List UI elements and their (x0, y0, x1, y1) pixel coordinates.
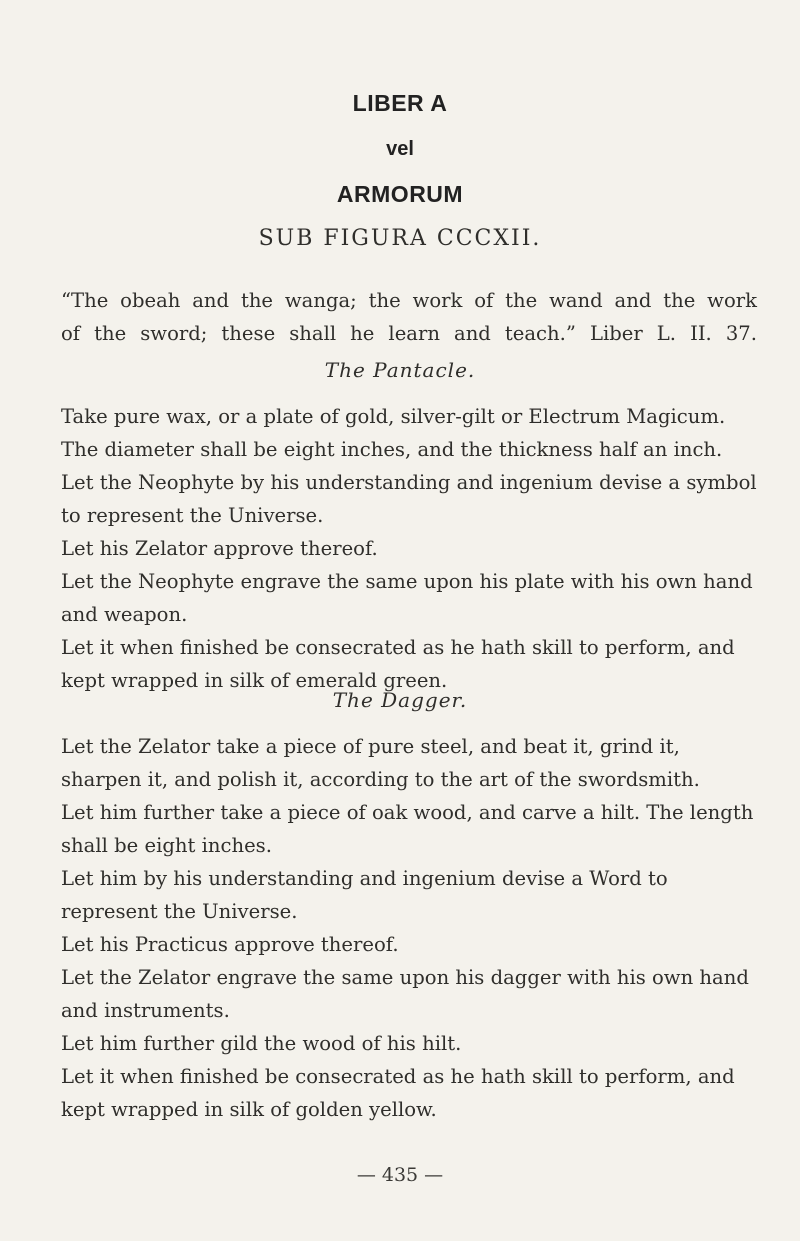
quote-line: “The obeah and the wanga; the work of the wand and the work (61, 289, 757, 312)
paragraph: Let him by his understanding and ingenium devise a Word to represent the Universe. (61, 867, 668, 923)
page-title: LIBER A (352, 90, 448, 116)
paragraph: Let the Zelator take a piece of pure steel, and beat it, grind it, sharpen it, and polish it, according to the art of the swordsmith. (61, 735, 700, 791)
title-connector: vel (386, 138, 414, 160)
quote-line: of the sword; these shall he learn and teach.” Liber L. II. 37. (61, 322, 757, 345)
paragraph: Let it when finished be consecrated as he hath skill to perform, and kept wrapped in silk of golden yellow. (61, 1065, 735, 1121)
section-body-pantacle (61, 400, 757, 697)
sub-figura-line: SUB FIGURA CCCXII. (258, 226, 542, 251)
section-title-pantacle: The Pantacle. (324, 358, 476, 382)
paragraph: Let him further take a piece of oak wood, and carve a hilt. The length shall be eight inches. (61, 801, 754, 857)
paragraph: Let it when finished be consecrated as he hath skill to perform, and kept wrapped in silk of emerald green. (61, 636, 735, 692)
paragraph: Let the Zelator engrave the same upon his dagger with his own hand and instruments. (61, 966, 749, 1022)
page-number: — 435 — (356, 1164, 444, 1186)
paragraph: Let the Neophyte engrave the same upon his plate with his own hand and weapon. (61, 570, 753, 626)
page-subtitle: ARMORUM (336, 181, 464, 207)
paragraph: Let his Practicus approve thereof. (61, 933, 399, 956)
epigraph-quote (61, 284, 757, 350)
paragraph: Let his Zelator approve thereof. (61, 537, 378, 560)
section-body-dagger (61, 730, 757, 1126)
paragraph: Take pure wax, or a plate of gold, silver-gilt or Electrum Magicum. The diameter shall be eight inches, and the thickness half an inch. (61, 405, 726, 461)
paragraph: Let the Neophyte by his understanding and ingenium devise a symbol to represent the Universe. (61, 471, 757, 527)
section-title-dagger: The Dagger. (332, 688, 468, 712)
paragraph: Let him further gild the wood of his hilt. (61, 1032, 462, 1055)
